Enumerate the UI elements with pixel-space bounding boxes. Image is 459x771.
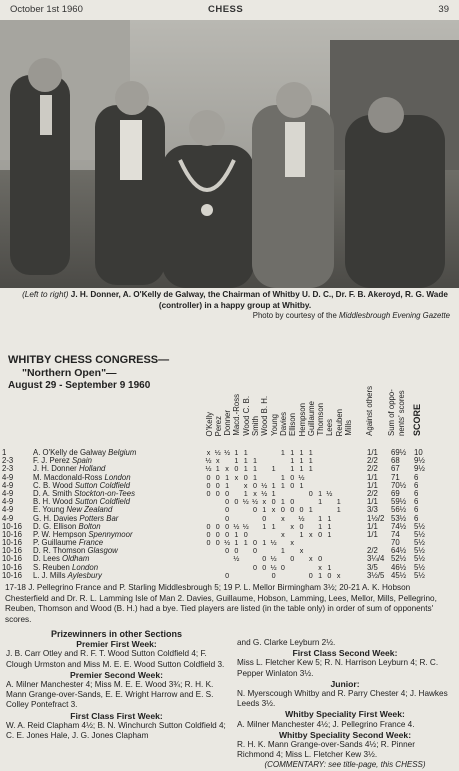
result-cell: ½: [326, 488, 333, 498]
result-cell: x: [281, 513, 285, 523]
result-cell: 0: [253, 538, 257, 548]
column-header-label: Mills: [344, 420, 353, 436]
result-cell: 1: [308, 464, 313, 474]
result-cell: x: [253, 488, 257, 498]
player-rank: 10-16: [2, 570, 22, 580]
player-name: D. Lees: [33, 554, 60, 564]
against-others: 1/1: [367, 448, 378, 457]
opponents-sum: 69: [391, 488, 400, 498]
result-cell: 1: [318, 521, 323, 531]
result-cell: 1: [290, 456, 295, 466]
player-score: 5½: [414, 521, 425, 531]
result-cell: 1: [243, 448, 248, 457]
result-cell: 1: [299, 529, 304, 539]
result-cell: 0: [271, 497, 276, 507]
result-cell: 0: [215, 480, 220, 490]
column-header-label: Reuben: [334, 408, 344, 436]
player-score: 5½: [414, 570, 425, 580]
result-cell: 1: [234, 529, 239, 539]
result-cell: 0: [215, 488, 220, 498]
header-sum-header: [386, 344, 408, 436]
result-cell: 1: [280, 480, 285, 490]
result-cell: 0: [308, 488, 313, 498]
opponents-sum: 74½: [391, 521, 407, 531]
player-rank: 2-3: [2, 464, 14, 474]
player-location: London: [72, 562, 99, 572]
prizewinners-right-column: [237, 638, 453, 771]
result-cell: x: [281, 529, 285, 539]
result-cell: 0: [225, 570, 230, 580]
against-others: 2/2: [367, 464, 378, 474]
prize-section-title: Junior:: [330, 678, 360, 689]
caption-credit-source: Middlesbrough Evening Gazette: [339, 311, 450, 320]
column-header-label: Wood B. H.: [260, 396, 270, 436]
result-cell: ½: [261, 480, 268, 490]
result-cell: ½: [214, 448, 221, 457]
column-header-label: O'Kelly: [204, 411, 214, 436]
player-name: D. G. Ellison: [33, 521, 77, 531]
prize-section-text: A. Milner Manchester 4½; J. Pellegrino France 4.: [237, 719, 415, 729]
result-cell: 1: [299, 464, 304, 474]
result-cell: 1: [308, 456, 313, 466]
prize-section-text: J. B. Carr Otley and R. F. T. Wood Sutton Coldfield 4; F. Clough Urmston and Miss M. E. E. Wood Sutton Coldfield 3.: [6, 649, 225, 669]
against-others: 1½/2: [367, 513, 385, 523]
result-cell: 0: [215, 538, 220, 548]
result-cell: 1: [234, 538, 239, 548]
commentary-note: (COMMENTARY: see title-page, this CHESS): [264, 760, 426, 770]
player-score: 6: [414, 488, 419, 498]
result-cell: 1: [318, 497, 323, 507]
player-score: 5½: [414, 554, 425, 564]
player-name: F. J. Perez: [33, 456, 70, 466]
result-cell: 1: [299, 456, 304, 466]
result-cell: 0: [225, 529, 230, 539]
prize-section-title: Premier First Week:: [76, 639, 157, 650]
result-cell: 0: [206, 521, 211, 531]
player-name: G. H. Davies: [33, 513, 78, 523]
player-name: E. Young: [33, 505, 65, 515]
player-score: 5½: [414, 546, 425, 556]
player-score: 6: [414, 472, 419, 482]
result-cell: 0: [225, 497, 230, 507]
result-cell: 1: [234, 448, 239, 457]
result-cell: 1: [336, 497, 341, 507]
result-cell: 0: [206, 472, 211, 482]
photo-illustration: [0, 20, 459, 288]
player-location: Sutton Coldfield: [74, 480, 130, 490]
result-cell: 1: [243, 538, 248, 548]
header-against-others: [363, 344, 377, 436]
result-cell: x: [309, 529, 313, 539]
result-cell: 1: [280, 546, 285, 556]
page-header: [10, 4, 449, 18]
result-cell: 1: [262, 521, 267, 531]
player-name: J. H. Donner: [33, 464, 77, 474]
player-score: 6: [414, 497, 419, 507]
player-name: P. Guillaume: [33, 538, 77, 548]
result-cell: 0: [215, 529, 220, 539]
player-rank: 10-16: [2, 546, 22, 556]
result-cell: 0: [290, 480, 295, 490]
player-score: 9½: [414, 456, 425, 466]
result-cell: 0: [225, 513, 230, 523]
result-cell: 0: [206, 529, 211, 539]
opponents-sum: 53½: [391, 513, 407, 523]
result-cell: 1: [253, 456, 257, 466]
player-location: Spennymoor: [88, 529, 133, 539]
result-cell: 0: [206, 488, 211, 498]
column-header-label: Guillaume: [306, 400, 316, 436]
opponents-sum: 70: [391, 538, 400, 548]
result-cell: ½: [233, 554, 240, 564]
result-cell: 1: [327, 562, 332, 572]
player-score: 9½: [414, 464, 425, 474]
player-location: New Zealand: [66, 505, 113, 515]
opponents-sum: 69½: [391, 448, 407, 457]
result-cell: ½: [298, 513, 305, 523]
result-cell: 1: [253, 472, 257, 482]
result-cell: ½: [205, 456, 212, 466]
result-cell: 0: [318, 554, 323, 564]
result-cell: ½: [270, 538, 277, 548]
result-cell: ½: [252, 497, 258, 507]
player-score: 5½: [414, 562, 425, 572]
column-header-label: Davies: [278, 412, 288, 436]
caption-credit-prefix: Photo by courtesy of the: [252, 311, 337, 320]
result-cell: 0: [280, 505, 285, 515]
player-score: 5½: [414, 529, 425, 539]
result-cell: 1: [243, 488, 248, 498]
player-location: Bolton: [78, 521, 101, 531]
result-cell: ½: [205, 464, 212, 474]
column-header-label: Ellison: [288, 413, 298, 436]
player-rank: 4-9: [2, 505, 14, 515]
player-score: 10: [414, 448, 423, 457]
result-cell: 1: [271, 521, 276, 531]
result-cell: 1: [243, 456, 248, 466]
result-cell: 0: [299, 521, 304, 531]
result-cell: 1: [280, 497, 285, 507]
prize-section-text: Miss L. Fletcher Kew 5; R. N. Harrison Leyburn 4; R. C. Pepper Winlaton 3½.: [237, 658, 439, 678]
magazine-title: CHESS: [208, 4, 244, 15]
player-location: Spain: [72, 456, 92, 466]
player-score: 6: [414, 513, 419, 523]
result-cell: 0: [308, 570, 313, 580]
result-cell: 1: [327, 529, 332, 539]
result-cell: 1: [308, 505, 313, 515]
result-cell: x: [243, 480, 248, 490]
result-cell: ½: [242, 497, 249, 507]
prizewinners-continued: and G. Clarke Leyburn 2½.: [237, 638, 336, 647]
crosstable: [2, 449, 457, 580]
against-others: 3/3: [367, 505, 378, 515]
result-cell: 0: [280, 562, 285, 572]
opponents-sum: 64½: [391, 546, 407, 556]
result-cell: 1: [327, 521, 332, 531]
result-cell: 0: [243, 529, 248, 539]
against-others: 2/2: [367, 456, 378, 466]
result-cell: ½: [261, 488, 268, 498]
result-cell: 0: [225, 505, 230, 515]
player-location: Belgium: [108, 448, 137, 457]
header-score-header: [410, 344, 424, 436]
result-cell: 1: [271, 464, 276, 474]
result-cell: ½: [233, 521, 240, 531]
prizewinners-heading: Prizewinners in other Sections: [50, 629, 183, 639]
page-number: 39: [438, 4, 449, 15]
result-cell: 1: [225, 472, 230, 482]
result-cell: x: [206, 448, 211, 457]
opponents-sum: 46½: [391, 562, 407, 572]
result-cell: ½: [224, 538, 231, 548]
prize-section-title: Premier Second Week:: [70, 669, 163, 680]
against-others: 3¼/4: [367, 554, 385, 564]
player-rank: 10-16: [2, 562, 22, 572]
opponents-sum: 56½: [391, 505, 407, 515]
player-rank: 4-9: [2, 488, 14, 498]
result-cell: 0: [290, 497, 295, 507]
prize-section-text: W. A. Reid Clapham 4½; B. N. Winchurch Sutton Coldfield 4; C. E. Jones Hale, J. G. Jones Clapham: [6, 720, 226, 741]
crosstable-row: [2, 572, 457, 580]
result-cell: 1: [280, 472, 285, 482]
header-label: Sum of oppo- nents' scores: [387, 389, 406, 436]
result-cell: x: [234, 472, 239, 482]
result-cell: x: [336, 570, 341, 580]
result-cell: 1: [280, 448, 285, 457]
result-cell: x: [225, 464, 229, 474]
result-cell: 0: [225, 521, 230, 531]
result-cell: x: [318, 562, 322, 572]
player-rank: 10-16: [2, 529, 22, 539]
result-cell: 0: [253, 480, 257, 490]
header-label: Against others: [365, 386, 374, 436]
player-location: London: [104, 472, 131, 482]
result-cell: 0: [215, 472, 220, 482]
result-cell: ½: [242, 521, 249, 531]
header-label: SCORE: [412, 403, 422, 436]
against-others: 2/2: [367, 488, 378, 498]
prize-section-text: R. H. K. Mann Grange-over-Sands 4½; R. Pinner Richmond 4; Miss L. Fletcher Kew 3½.: [237, 740, 415, 760]
column-header-label: Young: [269, 414, 279, 436]
result-cell: x: [290, 538, 294, 548]
result-cell: 1: [327, 513, 332, 523]
result-cell: ½: [224, 448, 231, 457]
against-others: 1/1: [367, 497, 378, 507]
result-cell: 1: [271, 488, 276, 498]
player-score: 6: [414, 480, 419, 490]
player-location: Aylesbury: [67, 570, 102, 580]
opponents-sum: 71: [391, 472, 400, 482]
crosstable-subtitle: "Northern Open"—: [22, 367, 117, 379]
crosstable-title: WHITBY CHESS CONGRESS—: [8, 354, 170, 366]
player-rank: 10-16: [2, 554, 22, 564]
result-cell: x: [262, 497, 267, 507]
column-header-label: Donner: [223, 410, 233, 436]
player-rank: 4-9: [2, 497, 14, 507]
column-header-label: Thomson: [316, 403, 326, 436]
result-cell: ½: [298, 472, 305, 482]
result-cell: 1: [253, 464, 257, 474]
result-cell: 0: [271, 570, 276, 580]
against-others: 1/1: [367, 521, 378, 531]
result-cell: 1: [318, 488, 323, 498]
result-cell: 1: [336, 505, 341, 515]
prize-section-text: N. Myerscough Whitby and R. Parry Chester 4; J. Hawkes Leeds 3½.: [237, 689, 448, 709]
opponents-sum: 59½: [391, 497, 407, 507]
result-cell: 0: [234, 464, 239, 474]
player-name: S. Reuben: [33, 562, 70, 572]
opponents-sum: 67: [391, 464, 400, 474]
player-name: D. R. Thomson: [33, 546, 86, 556]
player-score: 5½: [414, 538, 425, 548]
opponents-sum: 74: [391, 529, 400, 539]
player-location: Potters Bar: [79, 513, 119, 523]
player-name: C. B. Wood: [33, 480, 73, 490]
result-cell: 0: [290, 505, 295, 515]
prize-section-title: Whitby Speciality Second Week:: [278, 729, 412, 740]
result-cell: 0: [327, 570, 332, 580]
column-header: [344, 344, 355, 436]
player-rank: 4-9: [2, 472, 14, 482]
result-cell: 1: [234, 456, 239, 466]
tournament-notes: 17-18 J. Pellegrino France and P. Starling Middlesbrough 5; 19 P. L. Mellor Birmingham 3½; 20-21 A. K. Hobson Chesterfield and Dr. R. L. Lamming Isle of Man 2. Davies, Guillaume, Hobson, Lamming, Lees, Mellor, Mills, Pellegrino, Reuben, Thomson and Wood (B. H.) had a bye. Tied players are listed (in the table only) in order of sum of opponents' scores.: [5, 583, 437, 624]
result-cell: 1: [318, 513, 323, 523]
result-cell: 0: [234, 546, 239, 556]
column-header-label: Macd.-Ross: [232, 394, 242, 436]
result-cell: 1: [243, 464, 248, 474]
player-name: P. W. Hempson: [33, 529, 87, 539]
result-cell: x: [216, 456, 220, 466]
player-rank: 4-9: [2, 480, 14, 490]
result-cell: x: [299, 546, 304, 556]
result-cell: 1: [262, 505, 267, 515]
player-name: M. Macdonald-Ross: [33, 472, 103, 482]
opponents-sum: 68: [391, 456, 400, 466]
player-rank: 2-3: [2, 456, 14, 466]
result-cell: x: [271, 505, 276, 515]
result-cell: 1: [290, 448, 295, 457]
player-entry: [33, 572, 102, 580]
crosstable-dates: August 29 - September 9 1960: [8, 380, 151, 391]
result-cell: 0: [299, 505, 304, 515]
against-others: 1/1: [367, 480, 378, 490]
column-header-label: Hempson: [297, 402, 307, 436]
result-cell: 1: [215, 464, 220, 474]
against-others: 3/5: [367, 562, 378, 572]
against-others: 3½/5: [367, 570, 385, 580]
result-cell: 1: [299, 448, 304, 457]
result-cell: 0: [206, 480, 211, 490]
opponents-sum: 45½: [391, 570, 407, 580]
result-cell: 0: [206, 538, 211, 548]
player-score: 6: [414, 505, 419, 515]
player-name: L. J. Mills: [33, 570, 66, 580]
player-location: Sutton Coldfield: [74, 497, 130, 507]
column-header-label: Smith: [251, 416, 260, 436]
prize-section-title: Whitby Speciality First Week:: [285, 709, 405, 720]
result-cell: 0: [253, 505, 257, 515]
against-others: 2/2: [367, 546, 378, 556]
player-name: A. O'Kelly de Galway: [33, 448, 106, 457]
prize-section-title: First Class First Week:: [70, 710, 163, 721]
issue-date: October 1st 1960: [10, 4, 83, 15]
column-header-label: Lees: [325, 419, 335, 436]
result-cell: 0: [225, 546, 230, 556]
result-cell: 0: [318, 529, 323, 539]
player-name: B. H. Wood: [33, 497, 73, 507]
opponents-sum: 52½: [391, 554, 407, 564]
result-cell: 0: [234, 497, 239, 507]
player-location: France: [78, 538, 104, 548]
column-header-label: Perez: [213, 415, 223, 436]
result-cell: 1: [308, 448, 313, 457]
result-cell: ½: [270, 562, 277, 572]
result-cell: 0: [262, 554, 267, 564]
result-cell: 0: [253, 562, 257, 572]
result-cell: 0: [290, 472, 295, 482]
result-cell: x: [309, 554, 313, 564]
result-cell: x: [290, 521, 294, 531]
result-cell: 1: [290, 464, 295, 474]
player-location: Oldham: [62, 554, 90, 564]
photo-caption: [20, 290, 450, 322]
result-cell: 0: [243, 472, 248, 482]
column-header-label: Wood C. B.: [241, 396, 251, 436]
opponents-sum: 70½: [391, 480, 407, 490]
result-cell: 0: [225, 488, 230, 498]
player-rank: 4-9: [2, 513, 14, 523]
player-name: D. A. Smith: [33, 488, 72, 498]
result-cell: 1: [318, 570, 323, 580]
prizewinners-left-column: [6, 628, 227, 741]
player-rank: 10-16: [2, 538, 22, 548]
result-cell: 0: [262, 513, 267, 523]
caption-names: J. H. Donner, A. O'Kelly de Galway, the Chairman of Whitby U. D. C., Dr. F. B. Akeroyd, R. G. Wade (controller) in a happy group at Whitby.: [70, 290, 448, 310]
player-location: Stockton-on-Tees: [74, 488, 135, 498]
result-cell: ½: [270, 554, 277, 564]
player-rank: 1: [2, 448, 7, 457]
result-cell: 1: [225, 480, 230, 490]
prize-section-text: A. Milner Manchester 4; Miss M. E. E. Wood 3¾; R. H. K. Mann Grange-over-Sands, E. E. Wright Harrow and E. S. Colley Pontefract 3.: [6, 680, 214, 710]
result-cell: 0: [290, 554, 295, 564]
player-location: Glasgow: [87, 546, 118, 556]
caption-lead: (Left to right): [22, 290, 69, 299]
result-cell: 0: [253, 546, 257, 556]
player-location: Holland: [78, 464, 106, 474]
result-cell: 1: [271, 480, 276, 490]
result-cell: 1: [262, 538, 267, 548]
result-cell: 1: [299, 480, 304, 490]
against-others: 1/1: [367, 529, 378, 539]
player-rank: 10-16: [2, 521, 22, 531]
against-others: 1/1: [367, 472, 378, 482]
group-photograph: [0, 20, 459, 288]
prize-section-title: First Class Second Week:: [292, 648, 398, 659]
result-cell: 0: [215, 521, 220, 531]
result-cell: 0: [262, 562, 267, 572]
